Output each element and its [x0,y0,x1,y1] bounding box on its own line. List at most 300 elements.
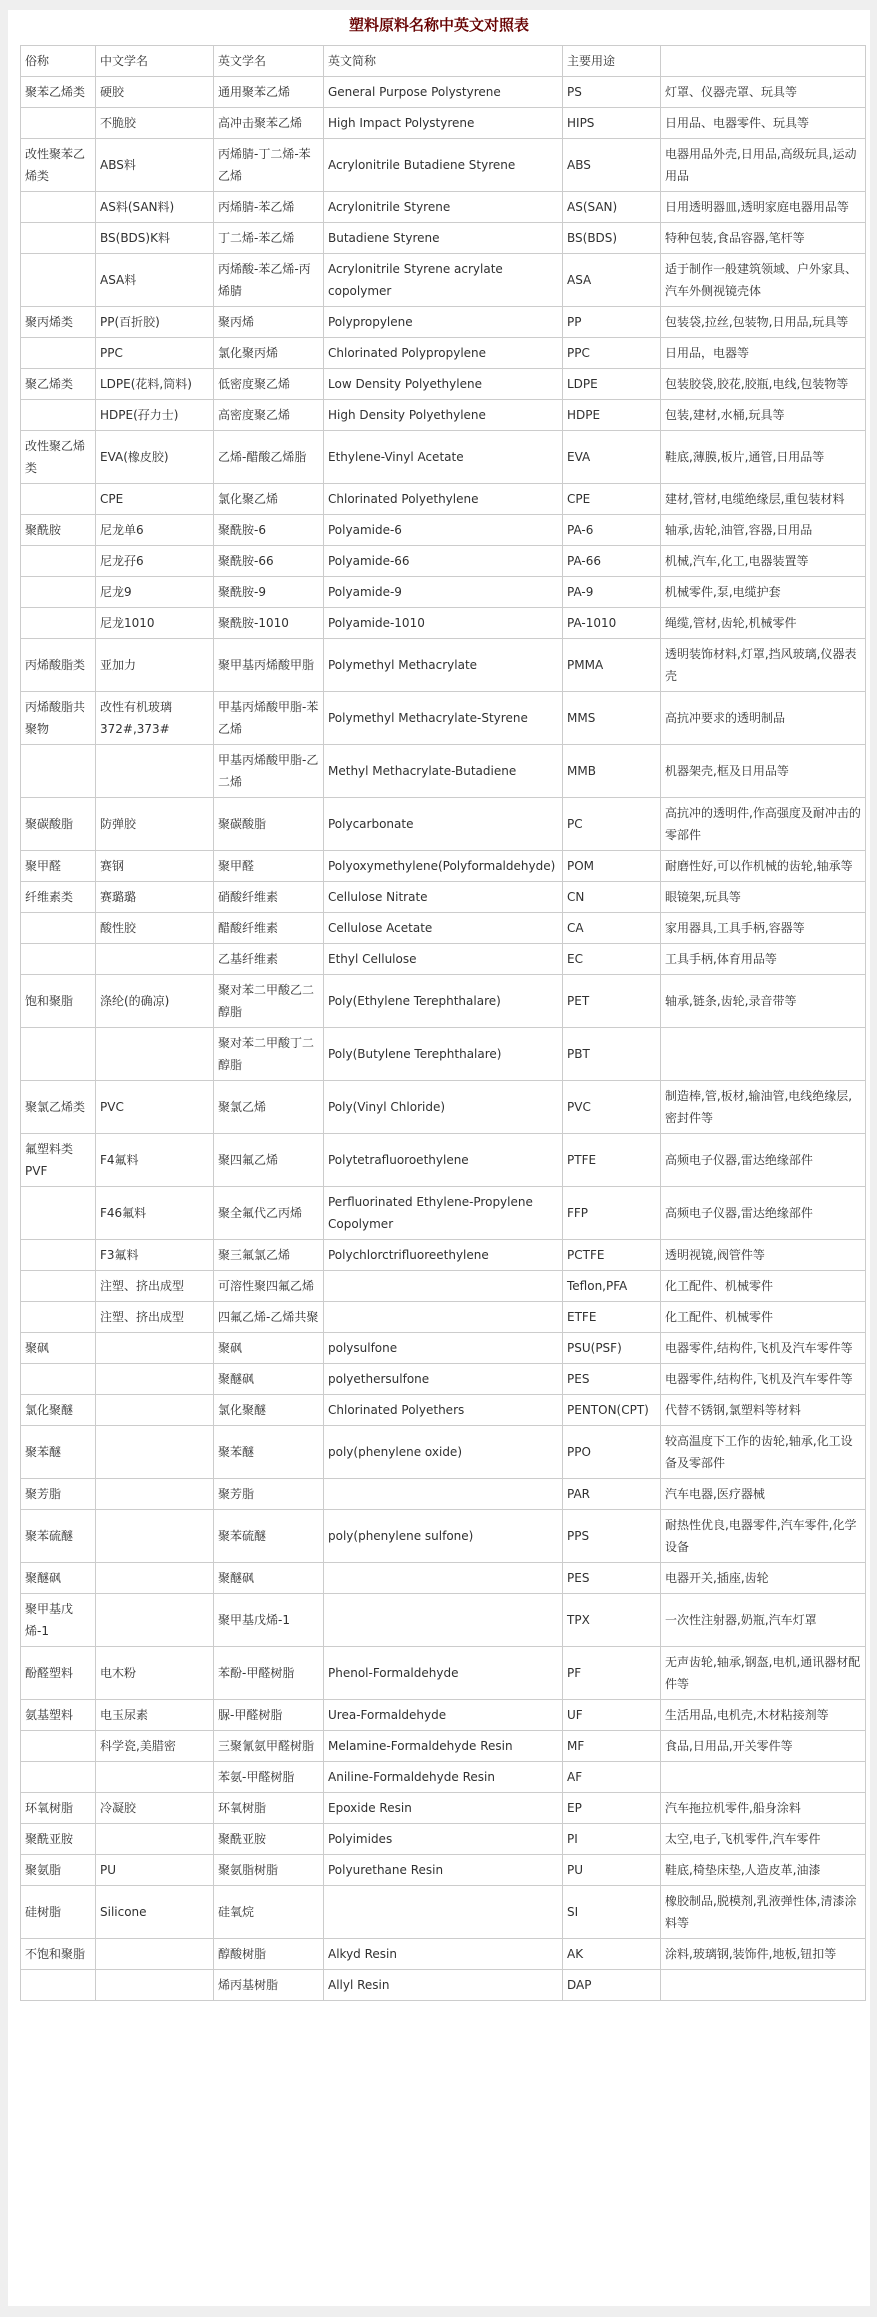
table-cell: 不脆胶 [96,108,214,139]
table-row [21,1762,866,1793]
table-cell: 包装胶袋,胶花,胶瓶,电线,包装物等 [661,369,866,400]
table-cell [96,1970,214,2001]
table-cell: 一次性注射器,奶瓶,汽车灯罩 [661,1594,866,1647]
table-cell: AS料(SAN料) [96,192,214,223]
table-cell [96,1824,214,1855]
table-cell: 特种包装,食品容器,笔杆等 [661,223,866,254]
table-cell: PP(百折胶) [96,307,214,338]
table-row [21,1187,866,1240]
table-cell [21,108,96,139]
table-cell: Chlorinated Polypropylene [324,338,563,369]
table-cell: Chlorinated Polyethers [324,1395,563,1426]
table-row [21,1824,866,1855]
table-cell: 电玉尿素 [96,1700,214,1731]
table-cell: PENTON(CPT) [563,1395,661,1426]
table-cell: PTFE [563,1134,661,1187]
table-cell: 氨基塑料 [21,1700,96,1731]
table-cell: Polyamide-1010 [324,608,563,639]
table-cell: 机械零件,泵,电缆护套 [661,577,866,608]
table-row [21,1886,866,1939]
table-cell: PS [563,77,661,108]
table-row [21,1240,866,1271]
table-row [21,1563,866,1594]
table-cell: MMB [563,745,661,798]
table-cell: 尼龙1010 [96,608,214,639]
table-cell: 乙基纤维素 [214,944,324,975]
table-cell [661,1762,866,1793]
table-cell: 丙烯腈-丁二烯-苯乙烯 [214,139,324,192]
table-cell: 聚酰胺 [21,515,96,546]
table-row [21,745,866,798]
table-cell: 聚砜 [214,1333,324,1364]
table-cell: Teflon,PFA [563,1271,661,1302]
table-cell: HDPE [563,400,661,431]
table-cell: 三聚氰氨甲醛树脂 [214,1731,324,1762]
table-cell: 聚丙烯类 [21,307,96,338]
table-cell: 丁二烯-苯乙烯 [214,223,324,254]
table-cell: 高抗冲的透明件,作高强度及耐冲击的零部件 [661,798,866,851]
table-cell: 食品,日用品,开关零件等 [661,1731,866,1762]
table-cell: 工具手柄,体育用品等 [661,944,866,975]
table-cell: 冷凝胶 [96,1793,214,1824]
table-cell [324,1563,563,1594]
table-cell: 透明装饰材料,灯罩,挡风玻璃,仪器表壳 [661,639,866,692]
table-cell: 电器零件,结构件,飞机及汽车零件等 [661,1364,866,1395]
table-cell: 聚砜 [21,1333,96,1364]
table-row [21,546,866,577]
table-cell: PP [563,307,661,338]
table-cell: 注塑、挤出成型 [96,1302,214,1333]
table-row [21,1700,866,1731]
table-cell: 改性有机玻璃372#,373# [96,692,214,745]
table-cell: 低密度聚乙烯 [214,369,324,400]
table-cell: Methyl Methacrylate-Butadiene [324,745,563,798]
table-cell: Aniline-Formaldehyde Resin [324,1762,563,1793]
table-cell: PES [563,1563,661,1594]
table-cell: 聚醚砜 [214,1563,324,1594]
table-cell: 丙烯酸脂共聚物 [21,692,96,745]
table-cell [96,1510,214,1563]
table-row [21,1479,866,1510]
table-cell: PF [563,1647,661,1700]
table-cell: 轴承,齿轮,油管,容器,日用品 [661,515,866,546]
table-cell: Melamine-Formaldehyde Resin [324,1731,563,1762]
table-row [21,223,866,254]
table-row [21,1134,866,1187]
table-cell: 聚碳酸脂 [214,798,324,851]
table-row [21,1939,866,1970]
table-cell: 电器零件,结构件,飞机及汽车零件等 [661,1333,866,1364]
table-cell: 可溶性聚四氟乙烯 [214,1271,324,1302]
table-cell: 甲基丙烯酸甲脂-苯乙烯 [214,692,324,745]
table-row [21,431,866,484]
table-row [21,1364,866,1395]
plastics-reference-table [20,45,866,2001]
table-cell: 尼龙单6 [96,515,214,546]
column-header [661,46,866,77]
table-cell: 聚醚砜 [21,1563,96,1594]
table-cell: 日用透明器皿,透明家庭电器用品等 [661,192,866,223]
table-cell [324,1271,563,1302]
table-cell: PA-6 [563,515,661,546]
table-cell: 防弹胶 [96,798,214,851]
table-cell: AF [563,1762,661,1793]
table-row [21,1081,866,1134]
table-cell: 眼镜架,玩具等 [661,882,866,913]
column-header: 英文学名 [214,46,324,77]
table-cell: 烯丙基树脂 [214,1970,324,2001]
table-cell [96,1563,214,1594]
table-cell: F46氟料 [96,1187,214,1240]
table-row [21,192,866,223]
column-header: 英文简称 [324,46,563,77]
table-cell: PCTFE [563,1240,661,1271]
table-row [21,975,866,1028]
table-cell: Polyoxymethylene(Polyformaldehyde) [324,851,563,882]
table-cell: Polyamide-66 [324,546,563,577]
table-cell: PU [563,1855,661,1886]
table-cell: 乙烯-醋酸乙烯脂 [214,431,324,484]
table-row [21,577,866,608]
table-cell: PBT [563,1028,661,1081]
table-cell: 环氧树脂 [21,1793,96,1824]
table-cell: 聚三氟氯乙烯 [214,1240,324,1271]
table-cell [324,1886,563,1939]
table-cell [21,1271,96,1302]
table-cell: 机械,汽车,化工,电器装置等 [661,546,866,577]
table-cell: TPX [563,1594,661,1647]
table-cell: Butadiene Styrene [324,223,563,254]
table-cell: Cellulose Nitrate [324,882,563,913]
table-cell: 日用品，电器等 [661,338,866,369]
table-cell: High Impact Polystyrene [324,108,563,139]
table-cell: 聚甲基丙烯酸甲脂 [214,639,324,692]
table-cell: 化工配件、机械零件 [661,1302,866,1333]
table-cell [96,1028,214,1081]
table-cell: 高频电子仪器,雷达绝缘部件 [661,1134,866,1187]
table-cell: Perfluorinated Ethylene-Propylene Copolymer [324,1187,563,1240]
table-cell: 氯化聚丙烯 [214,338,324,369]
table-cell: DAP [563,1970,661,2001]
table-cell: Silicone [96,1886,214,1939]
table-row [21,108,866,139]
table-cell: F3氟料 [96,1240,214,1271]
table-cell: PPO [563,1426,661,1479]
table-cell: 聚酰亚胺 [21,1824,96,1855]
table-cell: PES [563,1364,661,1395]
table-cell: 制造棒,管,板材,输油管,电线绝缘层,密封件等 [661,1081,866,1134]
table-cell: 电木粉 [96,1647,214,1700]
table-cell: Alkyd Resin [324,1939,563,1970]
table-cell [21,1731,96,1762]
table-cell: 聚氨脂 [21,1855,96,1886]
table-cell: 通用聚苯乙烯 [214,77,324,108]
table-cell: 聚氯乙烯 [214,1081,324,1134]
table-cell [21,1970,96,2001]
table-cell: ASA料 [96,254,214,307]
table-cell: 饱和聚脂 [21,975,96,1028]
table-cell: Epoxide Resin [324,1793,563,1824]
table-cell: Polycarbonate [324,798,563,851]
table-cell: 硝酸纤维素 [214,882,324,913]
table-cell: 聚酰胺-1010 [214,608,324,639]
table-cell: 建材,管材,电缆绝缘层,重包装材料 [661,484,866,515]
table-cell: 氯化聚醚 [21,1395,96,1426]
table-cell: PC [563,798,661,851]
table-cell [96,1333,214,1364]
table-cell: PMMA [563,639,661,692]
table-cell [21,192,96,223]
table-cell: 电器开关,插座,齿轮 [661,1563,866,1594]
table-cell: CPE [96,484,214,515]
table-cell [21,546,96,577]
table-cell: 橡胶制品,脱模剂,乳液弹性体,清漆涂料等 [661,1886,866,1939]
table-cell: 无声齿轮,轴承,钢盔,电机,通讯器材配件等 [661,1647,866,1700]
table-cell: 电器用品外壳,日用品,高级玩具,运动用品 [661,139,866,192]
table-row [21,1855,866,1886]
table-cell: General Purpose Polystyrene [324,77,563,108]
table-cell: PPC [563,338,661,369]
table-cell: 家用器具,工具手柄,容器等 [661,913,866,944]
table-row [21,1594,866,1647]
table-cell: 脲-甲醛树脂 [214,1700,324,1731]
table-cell: 聚酰亚胺 [214,1824,324,1855]
table-cell: 生活用品,电机壳,木材粘接剂等 [661,1700,866,1731]
table-cell: 硬胶 [96,77,214,108]
table-cell: 日用品、电器零件、玩具等 [661,108,866,139]
table-row [21,1731,866,1762]
table-cell [21,608,96,639]
table-cell [96,1762,214,1793]
column-header: 主要用途 [563,46,661,77]
table-cell: Acrylonitrile Butadiene Styrene [324,139,563,192]
table-body [21,77,866,2001]
table-cell: FFP [563,1187,661,1240]
table-cell: 氟塑料类 PVF [21,1134,96,1187]
table-cell: 聚苯醚 [214,1426,324,1479]
table-cell: EVA(橡皮胶) [96,431,214,484]
table-cell: 改性聚乙烯类 [21,431,96,484]
table-cell: Low Density Polyethylene [324,369,563,400]
table-cell: BS(BDS) [563,223,661,254]
table-row [21,1793,866,1824]
table-cell: 苯酚-甲醛树脂 [214,1647,324,1700]
table-cell: EVA [563,431,661,484]
table-row [21,692,866,745]
table-cell: LDPE [563,369,661,400]
table-cell: PVC [563,1081,661,1134]
table-cell: 灯罩、仪器壳罩、玩具等 [661,77,866,108]
table-row [21,798,866,851]
table-cell: 科学瓷,美腊密 [96,1731,214,1762]
table-cell: 聚碳酸脂 [21,798,96,851]
table-cell [96,1426,214,1479]
table-cell: 适于制作一般建筑领域、户外家具、汽车外侧视镜壳体 [661,254,866,307]
table-cell [21,1240,96,1271]
table-cell: 聚苯硫醚 [21,1510,96,1563]
table-cell: Polymethyl Methacrylate [324,639,563,692]
table-cell: POM [563,851,661,882]
table-cell: 代替不锈钢,氯塑料等材料 [661,1395,866,1426]
table-cell: Acrylonitrile Styrene acrylate copolymer [324,254,563,307]
table-cell [324,1479,563,1510]
table-cell: poly(phenylene sulfone) [324,1510,563,1563]
table-cell: 鞋底,薄膜,板片,通管,日用品等 [661,431,866,484]
table-cell: 聚酰胺-66 [214,546,324,577]
table-row [21,1302,866,1333]
table-cell: BS(BDS)K料 [96,223,214,254]
table-cell: Polypropylene [324,307,563,338]
table-cell [21,338,96,369]
table-cell [21,254,96,307]
table-cell [21,1187,96,1240]
table-cell: Polychlorctrifluoreethylene [324,1240,563,1271]
table-row [21,608,866,639]
table-cell: 涂料,玻璃钢,装饰件,地板,钮扣等 [661,1939,866,1970]
table-cell: 聚苯硫醚 [214,1510,324,1563]
table-cell: 聚甲醛 [21,851,96,882]
table-cell: Chlorinated Polyethylene [324,484,563,515]
table-cell: poly(phenylene oxide) [324,1426,563,1479]
table-cell: 亚加力 [96,639,214,692]
table-row [21,1510,866,1563]
table-cell: Urea-Formaldehyde [324,1700,563,1731]
table-cell: 醇酸树脂 [214,1939,324,1970]
table-row [21,1426,866,1479]
table-cell: Poly(Vinyl Chloride) [324,1081,563,1134]
table-cell: 聚酰胺-9 [214,577,324,608]
table-cell: ASA [563,254,661,307]
table-cell: 聚对苯二甲酸丁二醇脂 [214,1028,324,1081]
table-cell: 丙烯酸-苯乙烯-丙烯腈 [214,254,324,307]
table-cell [96,745,214,798]
table-cell: polysulfone [324,1333,563,1364]
table-cell: 硅树脂 [21,1886,96,1939]
table-cell [21,1364,96,1395]
table-cell: 聚氨脂树脂 [214,1855,324,1886]
table-cell: 改性聚苯乙烯类 [21,139,96,192]
table-cell: 尼龙孖6 [96,546,214,577]
table-cell: EC [563,944,661,975]
table-cell: Ethylene-Vinyl Acetate [324,431,563,484]
table-row [21,1271,866,1302]
table-cell: PI [563,1824,661,1855]
table-row [21,77,866,108]
table-cell [96,1364,214,1395]
table-cell [96,1594,214,1647]
table-cell: 透明视镜,阀管件等 [661,1240,866,1271]
table-cell [21,484,96,515]
table-cell [96,1479,214,1510]
table-row [21,1970,866,2001]
table-cell: CN [563,882,661,913]
table-cell: Polyamide-9 [324,577,563,608]
table-cell: CPE [563,484,661,515]
table-cell: PU [96,1855,214,1886]
table-cell [96,1939,214,1970]
table-cell [21,400,96,431]
table-cell: ETFE [563,1302,661,1333]
content-page [8,10,870,2306]
column-header: 中文学名 [96,46,214,77]
table-cell: 赛璐璐 [96,882,214,913]
table-cell: PA-66 [563,546,661,577]
table-row [21,882,866,913]
table-cell: High Density Polyethylene [324,400,563,431]
table-cell [21,913,96,944]
table-cell: 注塑、挤出成型 [96,1271,214,1302]
table-cell: 氯化聚醚 [214,1395,324,1426]
table-cell: SI [563,1886,661,1939]
table-cell [21,223,96,254]
table-cell: HIPS [563,108,661,139]
table-cell: 聚芳脂 [21,1479,96,1510]
table-cell: 苯氨-甲醛树脂 [214,1762,324,1793]
table-cell [324,1302,563,1333]
table-cell: 丙烯腈-苯乙烯 [214,192,324,223]
table-cell: 机器架壳,框及日用品等 [661,745,866,798]
table-cell: PA-9 [563,577,661,608]
table-cell [21,944,96,975]
table-cell: Acrylonitrile Styrene [324,192,563,223]
table-row [21,1333,866,1364]
table-cell: 尼龙9 [96,577,214,608]
table-cell: Cellulose Acetate [324,913,563,944]
table-cell: PPS [563,1510,661,1563]
table-cell: 涤纶(的确凉) [96,975,214,1028]
table-row [21,1395,866,1426]
table-cell [21,577,96,608]
table-cell: PAR [563,1479,661,1510]
table-cell: 化工配件、机械零件 [661,1271,866,1302]
table-cell: 耐磨性好,可以作机械的齿轮,轴承等 [661,851,866,882]
page-title: 塑料原料名称中英文对照表 [348,16,529,34]
table-cell: 鞋底,椅垫床垫,人造皮革,油漆 [661,1855,866,1886]
table-cell: 聚甲醛 [214,851,324,882]
table-cell: Polyimides [324,1824,563,1855]
table-cell: Ethyl Cellulose [324,944,563,975]
table-cell: HDPE(孖力士) [96,400,214,431]
table-cell: polyethersulfone [324,1364,563,1395]
table-cell: 聚苯乙烯类 [21,77,96,108]
table-cell: 聚四氟乙烯 [214,1134,324,1187]
table-cell: Poly(Butylene Terephthalare) [324,1028,563,1081]
table-cell: Phenol-Formaldehyde [324,1647,563,1700]
table-row [21,400,866,431]
table-cell: 酚醛塑料 [21,1647,96,1700]
table-cell: MMS [563,692,661,745]
table-row [21,338,866,369]
table-cell: 高密度聚乙烯 [214,400,324,431]
table-row [21,139,866,192]
table-cell: 酸性胶 [96,913,214,944]
table-cell: 耐热性优良,电器零件,汽车零件,化学设备 [661,1510,866,1563]
table-row [21,851,866,882]
table-cell: 高抗冲要求的透明制品 [661,692,866,745]
table-cell: 丙烯酸脂类 [21,639,96,692]
table-cell: 醋酸纤维素 [214,913,324,944]
table-cell: 聚苯醚 [21,1426,96,1479]
table-cell: 汽车电器,医疗器械 [661,1479,866,1510]
table-cell: 不饱和聚脂 [21,1939,96,1970]
table-cell: 聚甲基戊烯-1 [21,1594,96,1647]
table-cell: 轴承,链条,齿轮,录音带等 [661,975,866,1028]
table-cell [324,1594,563,1647]
table-cell: 聚丙烯 [214,307,324,338]
table-cell: Polyurethane Resin [324,1855,563,1886]
table-cell: ABS [563,139,661,192]
table-cell: CA [563,913,661,944]
